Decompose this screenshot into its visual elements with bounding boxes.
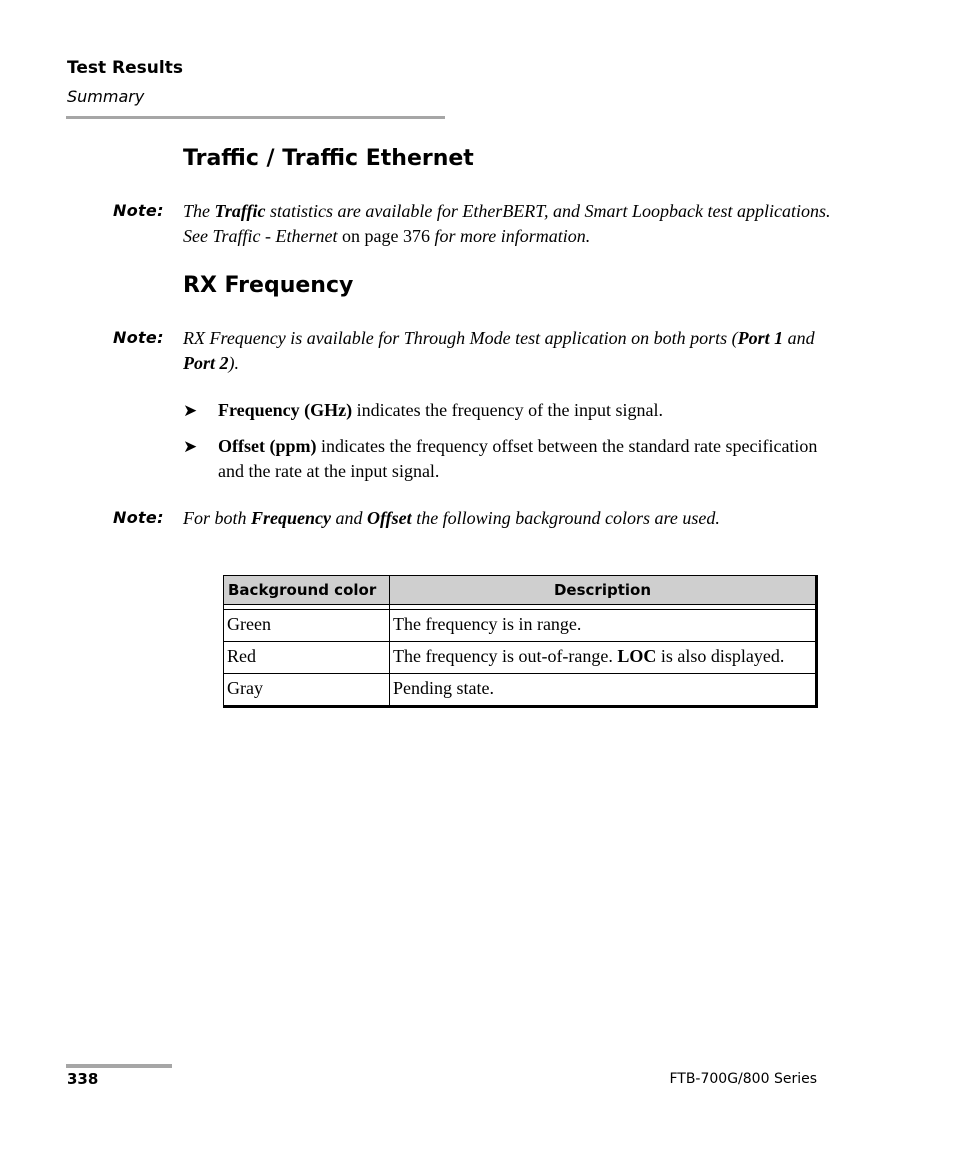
bullet-description: indicates the frequency of the input signal.: [352, 400, 664, 420]
bullet-offset: [218, 434, 828, 484]
note-bold: Port 2: [183, 353, 229, 373]
note-text: statistics are available for EtherBERT, and Smart Loopback test applications. See: [183, 201, 831, 246]
note-bold: Offset: [367, 508, 412, 528]
background-color-table: [223, 575, 818, 708]
header-rule: [66, 116, 445, 119]
page-number: 338: [67, 1070, 99, 1088]
cell-text: Pending state.: [393, 678, 494, 698]
column-header: Background color: [224, 576, 390, 605]
note-text: The: [183, 201, 215, 221]
note-text: and: [331, 508, 368, 528]
note-text: For both: [183, 508, 252, 528]
cell-bold: LOC: [617, 646, 657, 666]
section-heading-rx-frequency: RX Frequency: [183, 273, 354, 298]
table-cell-color: Red: [224, 642, 390, 674]
bullet-arrow-icon: ➤: [183, 401, 198, 420]
table-row: [224, 610, 817, 642]
bullet-term: Offset (ppm): [218, 436, 317, 456]
note-background-colors: [183, 506, 833, 531]
note-label: Note:: [113, 508, 164, 527]
bullet-frequency: [218, 398, 828, 423]
note-text: ).: [228, 353, 240, 373]
bullet-description: indicates the frequency offset between the standard rate specification and the rate at the input signal.: [218, 436, 818, 481]
footer-rule: [66, 1064, 172, 1068]
table-row: [224, 674, 817, 707]
note-text: and: [783, 328, 815, 348]
note-rx-availability: [183, 326, 833, 376]
table-row: [224, 642, 817, 674]
note-text: the following background colors are used.: [411, 508, 720, 528]
note-label: Note:: [113, 328, 164, 347]
table-cell-description: [390, 642, 817, 674]
table-cell-color: Green: [224, 610, 390, 642]
table-cell-color: Gray: [224, 674, 390, 707]
note-traffic: [183, 199, 833, 249]
bullet-term: Frequency (GHz): [218, 400, 353, 420]
page-reference: on page 376: [337, 226, 430, 246]
cell-text: The frequency is in range.: [393, 614, 582, 634]
section-heading-traffic: Traffic / Traffic Ethernet: [183, 146, 474, 171]
table-cell-description: [390, 610, 817, 642]
note-label: Note:: [113, 201, 164, 220]
note-text: RX Frequency is available for Through Mode test application on both ports (: [183, 328, 738, 348]
cross-reference-link[interactable]: Traffic - Ethernet: [212, 226, 338, 246]
table-cell-description: [390, 674, 817, 707]
running-header-subtitle: Summary: [67, 87, 145, 106]
column-header: Description: [390, 576, 817, 605]
note-bold: Port 1: [737, 328, 784, 348]
bullet-arrow-icon: ➤: [183, 437, 198, 456]
note-bold: Traffic: [214, 201, 266, 221]
cell-text: The frequency is out-of-range.: [393, 646, 618, 666]
table-header-row: [224, 576, 817, 605]
running-header-title: Test Results: [67, 58, 183, 78]
cell-text: is also displayed.: [656, 646, 785, 666]
note-text: for more information.: [429, 226, 591, 246]
note-bold: Frequency: [251, 508, 332, 528]
footer-series: FTB-700G/800 Series: [669, 1071, 817, 1087]
